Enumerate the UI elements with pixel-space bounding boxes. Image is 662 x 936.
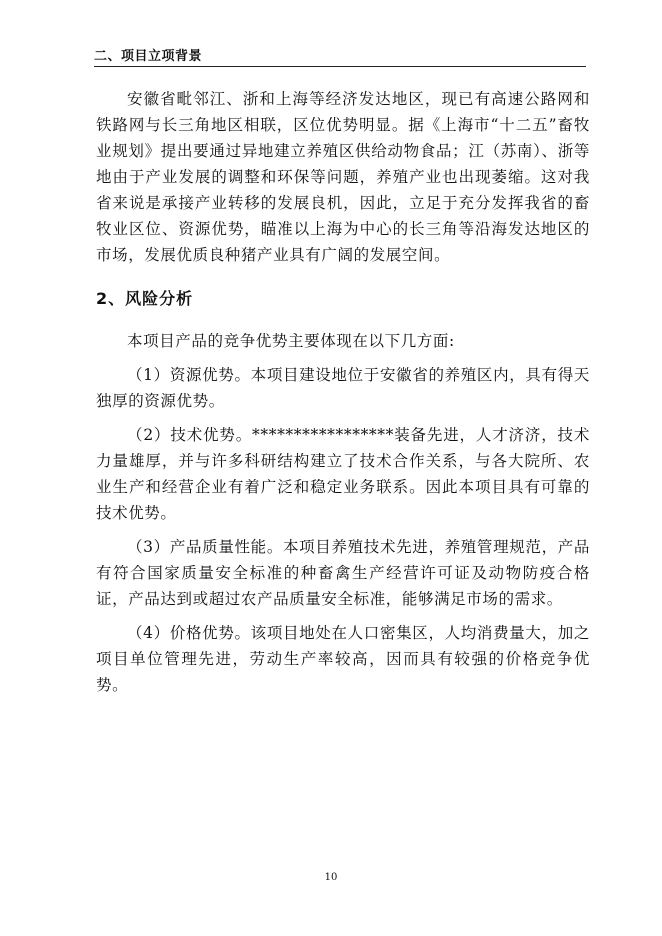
header-title: 二、项目立项背景 <box>94 49 203 64</box>
document-body <box>96 86 590 698</box>
advantage-price-paragraph: （4）价格优势。该项目地处在人口密集区，人均消费量大，加之项目单位管理先进，劳动生产率较高，因而具有较强的价格竞争优势。 <box>96 624 590 694</box>
advantage-resource-paragraph: （1）资源优势。本项目建设地位于安徽省的养殖区内，具有得天独厚的资源优势。 <box>96 366 590 410</box>
intro-paragraph: 安徽省毗邻江、浙和上海等经济发达地区，现已有高速公路网和铁路网与长三角地区相联，区位优势明显。据《上海市“十二五”畜牧业规划》提出要通过异地建立养殖区供给动物食品；江（苏南）、浙等地由于产业发展的调整和环保等问题，养殖产业也出现萎缩。这对我省来说是承接产业转移的发展良机，因此，立足于充分发挥我省的畜牧业区位、资源优势，瞄准以上海为中心的长三角等沿海发达地区的市场，发展优质良种猪产业具有广阔的发展空间。 <box>96 90 590 264</box>
page-header <box>94 42 586 67</box>
section-lead-paragraph: 本项目产品的竞争优势主要体现在以下几方面: <box>127 332 455 350</box>
advantage-quality-paragraph: （3）产品质量性能。本项目养殖技术先进，养殖管理规范，产品有符合国家质量安全标准的种畜禽生产经营许可证及动物防疫合格证，产品达到或超过农产品质量安全标准，能够满足市场的需求。 <box>96 538 590 608</box>
page-number: 10 <box>324 872 338 883</box>
section-heading: 2、风险分析 <box>96 289 194 308</box>
advantage-technology-paragraph: （2）技术优势。*****************装备先进，人才济济，技术力量雄厚，并与许多科研结构建立了技术合作关系，与各大院所、农业生产和经营企业有着广泛和稳定业务联系。因此本项目具有可靠的技术优势。 <box>96 426 590 522</box>
